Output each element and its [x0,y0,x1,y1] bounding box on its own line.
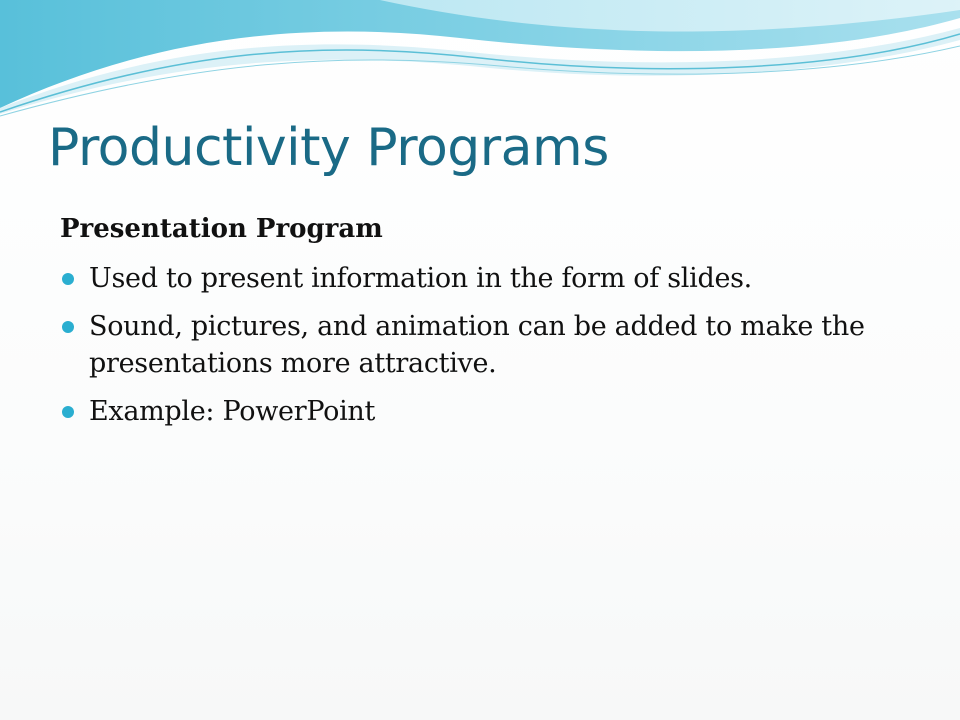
bullet-text: Sound, pictures, and animation can be added to make the presentations more attractive. [89,311,865,379]
bullet-item [60,308,920,382]
bullet-list [60,260,920,430]
slide-content [60,210,920,441]
subheading: Presentation Program [60,214,383,244]
bullet-icon [62,321,74,333]
slide-title: Productivity Programs [48,118,609,178]
bullet-icon [62,406,74,418]
bullet-text: Example: PowerPoint [89,396,376,427]
bullet-item [60,260,920,297]
wave-header-decoration [0,0,960,120]
bullet-text: Used to present information in the form of slides. [89,263,752,294]
bullet-item [60,393,920,430]
bullet-icon [62,273,74,285]
